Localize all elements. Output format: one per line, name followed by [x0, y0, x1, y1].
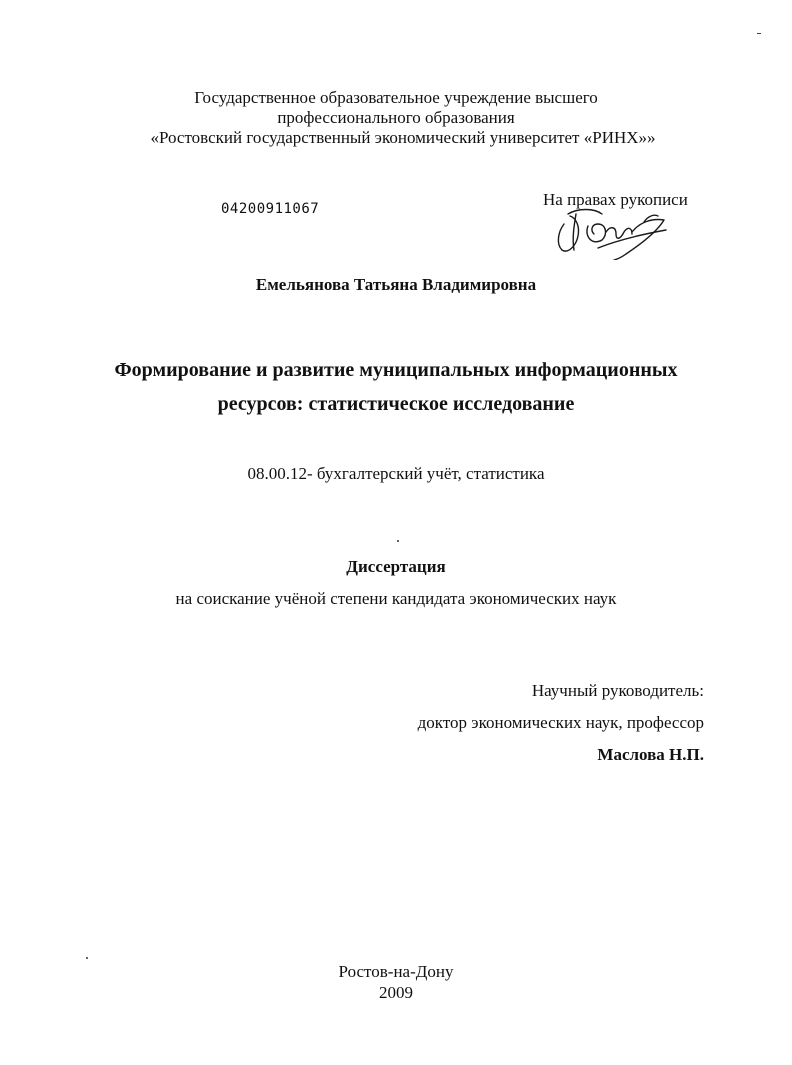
handwritten-signature	[548, 196, 676, 260]
scan-dot	[397, 540, 399, 542]
city: Ростов-на-Дону	[338, 962, 454, 981]
supervisor-label: Научный руководитель:	[531, 681, 704, 700]
manuscript-rights: На правах рукописи	[543, 190, 688, 209]
author-name: Емельянова Татьяна Владимировна	[255, 275, 537, 294]
supervisor-degree: доктор экономических наук, профессор	[417, 713, 704, 732]
institution-block	[0, 88, 792, 148]
dissertation-title	[0, 353, 792, 421]
specialty-code: 08.00.12- бухгалтерский учёт, статистика	[247, 464, 545, 483]
title-line-1: Формирование и развитие муниципальных информационных	[114, 359, 678, 381]
supervisor-name: Маслова Н.П.	[597, 745, 704, 764]
degree-line: на соискание учёной степени кандидата экономических наук	[175, 589, 617, 608]
document-number: 04200911067	[221, 201, 320, 217]
document-type: Диссертация	[346, 557, 446, 576]
title-line-2: ресурсов: статистическое исследование	[217, 393, 575, 415]
institution-line-2: профессионального образования	[277, 108, 515, 127]
scan-mark	[757, 33, 761, 34]
scan-dot	[86, 957, 88, 959]
year: 2009	[379, 983, 413, 1002]
institution-line-3: «Ростовский государственный экономический университет «РИНХ»»	[150, 128, 656, 147]
institution-line-1: Государственное образовательное учреждение высшего	[194, 88, 598, 107]
